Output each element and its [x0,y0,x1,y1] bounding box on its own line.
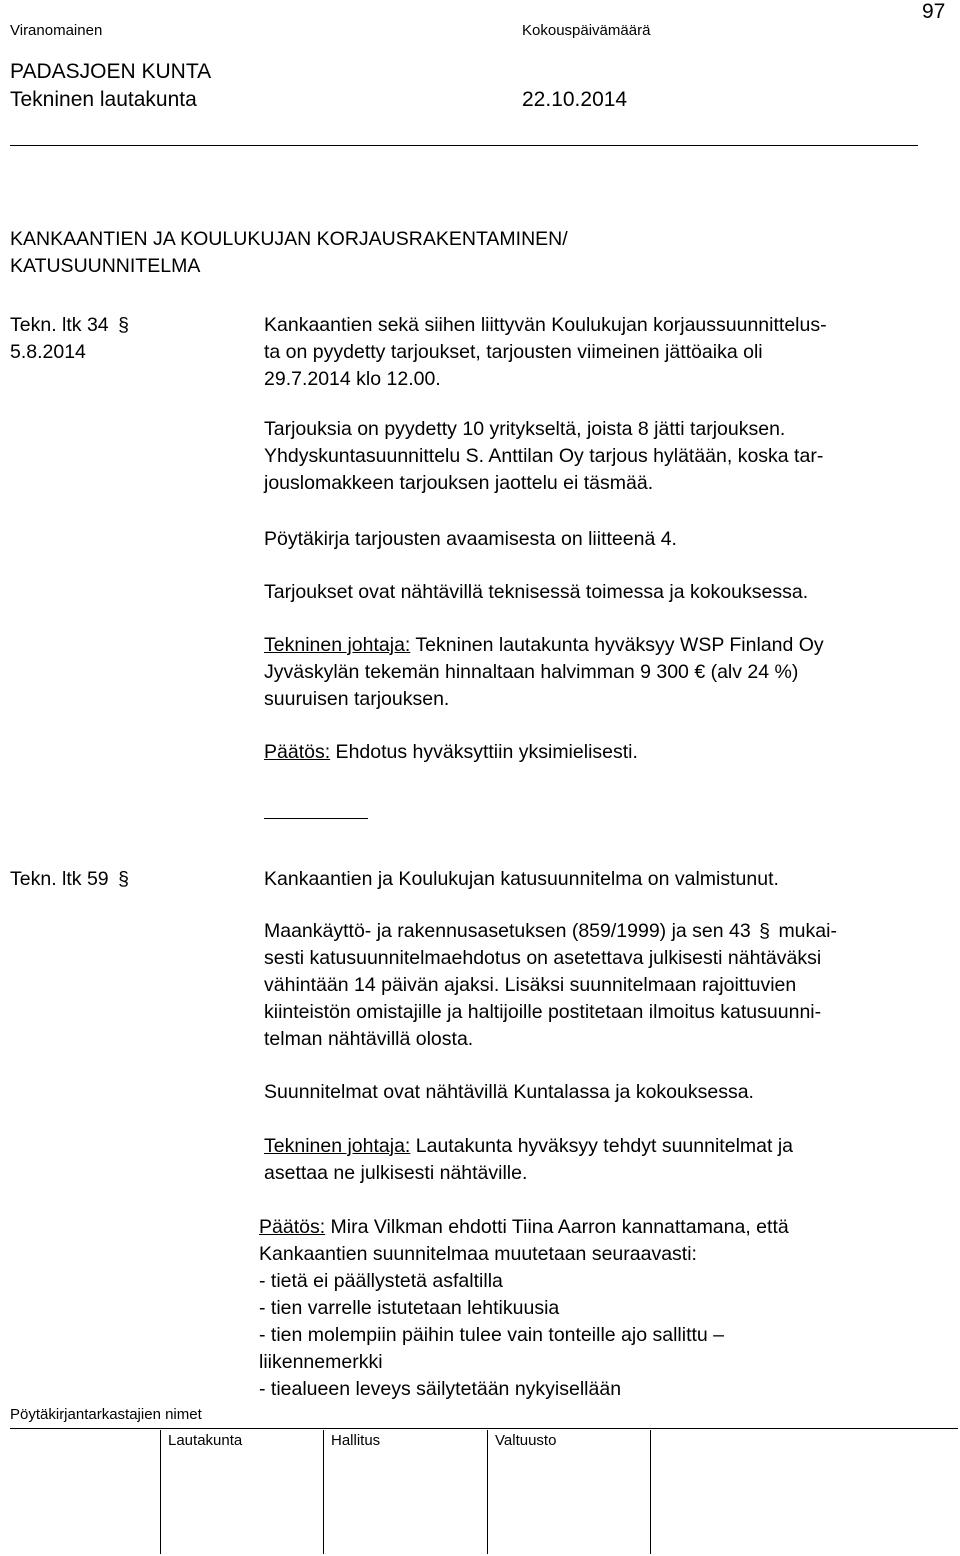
item2-para-line: asettaa ne julkisesti nähtäville. [264,1162,528,1184]
header-date: 22.10.2014 [522,88,628,111]
proposal-text: Tekninen lautakunta hyväksyy WSP Finland Oy [410,634,824,656]
decision-line: - tien varrelle istutetaan lehtikuusia [259,1297,560,1319]
section-symbol: § [118,868,129,890]
decision-line: liikennemerkki [259,1351,383,1373]
item1-para-line: suuruisen tarjouksen. [264,688,450,710]
footer-col-council: Valtuusto [495,1432,557,1449]
header-label-authority: Viranomainen [10,22,103,39]
signature-box-divider [650,1430,651,1554]
page-number: 97 [922,0,946,23]
footer-col-board: Lautakunta [168,1432,243,1449]
decision-line: - tien molempiin päihin tulee vain tonteille ajo sallittu – [259,1324,725,1346]
item2-para-line [264,918,837,945]
footer-divider [10,1428,958,1429]
item1-para-line: Pöytäkirja tarjousten avaamisesta on liitteenä 4. [264,528,677,550]
decision-text: Ehdotus hyväksyttiin yksimielisesti. [330,741,638,763]
signature-box-divider [160,1430,161,1554]
item2-para-line: sesti katusuunnitelmaehdotus on asetettava julkisesti nähtäväksi [264,947,822,969]
footer-signers-label: Pöytäkirjantarkastajien nimet [10,1406,202,1423]
section-symbol: § [118,314,129,336]
decision-line: - tiealueen leveys säilytetään nykyisellään [259,1378,622,1400]
signature-box-divider [487,1430,488,1554]
decision-line: Kankaantien suunnitelmaa muutetaan seuraavasti: [259,1243,697,1265]
item2-para-line: telman nähtävillä olosta. [264,1028,474,1050]
item2-para-text: mukai- [778,920,837,942]
item1-para-line: jouslomakkeen tarjouksen jaottelu ei täsmää. [264,472,654,494]
item1-para-line: Kankaantien sekä siihen liittyvän Koulukujan korjaussuunnittelus- [264,314,827,336]
item2-para-line: Suunnitelmat ovat nähtävillä Kuntalassa ja kokouksessa. [264,1081,754,1103]
proposal-label: Tekninen johtaja: [264,634,411,656]
item2-ref-text: Tekn. ltk 59 [10,868,109,890]
item1-para-line: Jyväskylän tekemän hinnaltaan halvimman 9 300 € (alv 24 %) [264,661,799,683]
header-label-meeting-date: Kokouspäivämäärä [522,22,651,39]
item1-para-line: Tarjouksia on pyydetty 10 yritykseltä, joista 8 jätti tarjouksen. [264,418,786,440]
decision-text: Mira Vilkman ehdotti Tiina Aarron kannattamana, että [325,1216,789,1238]
item2-reference [10,866,129,893]
item1-para-line: ta on pyydetty tarjoukset, tarjousten viimeinen jättöaika oli [264,341,763,363]
header-board: Tekninen lautakunta [10,88,197,111]
item1-reference-date: 5.8.2014 [10,341,86,363]
decision-label: Päätös: [259,1216,326,1238]
header-divider [10,145,918,146]
item1-ref-text: Tekn. ltk 34 [10,314,109,336]
item2-para-line: kiinteistön omistajille ja haltijoille postitetaan ilmoitus katusuunni- [264,1001,822,1023]
item1-para-line: Tarjoukset ovat nähtävillä teknisessä toimessa ja kokouksessa. [264,581,809,603]
item1-para-line: 29.7.2014 klo 12.00. [264,368,441,390]
item2-para-line: Kankaantien ja Koulukujan katusuunnitelma on valmistunut. [264,868,779,890]
item-separator-rule [264,818,368,819]
item2-proposal [264,1133,793,1160]
proposal-label: Tekninen johtaja: [264,1135,411,1157]
item2-para-text: Maankäyttö- ja rakennusasetuksen (859/1999) ja sen 43 [264,920,751,942]
item1-proposal [264,632,824,659]
section-title-line2: KATUSUUNNITELMA [10,255,201,277]
item2-decision [259,1214,789,1241]
item1-decision [264,739,638,766]
footer-col-government: Hallitus [331,1432,381,1449]
section-symbol: § [759,920,771,942]
signature-box-divider [323,1430,324,1554]
item1-para-line: Yhdyskuntasuunnittelu S. Anttilan Oy tarjous hylätään, koska tar- [264,445,824,467]
section-title-line1: KANKAANTIEN JA KOULUKUJAN KORJAUSRAKENTAMINEN/ [10,228,568,250]
item2-para-line: vähintään 14 päivän ajaksi. Lisäksi suunnitelmaan rajoittuvien [264,974,797,996]
proposal-text: Lautakunta hyväksyy tehdyt suunnitelmat ja [410,1135,793,1157]
item1-reference [10,312,129,339]
decision-label: Päätös: [264,741,331,763]
decision-line: - tietä ei päällystetä asfaltilla [259,1270,503,1292]
header-organization: PADASJOEN KUNTA [10,60,212,83]
